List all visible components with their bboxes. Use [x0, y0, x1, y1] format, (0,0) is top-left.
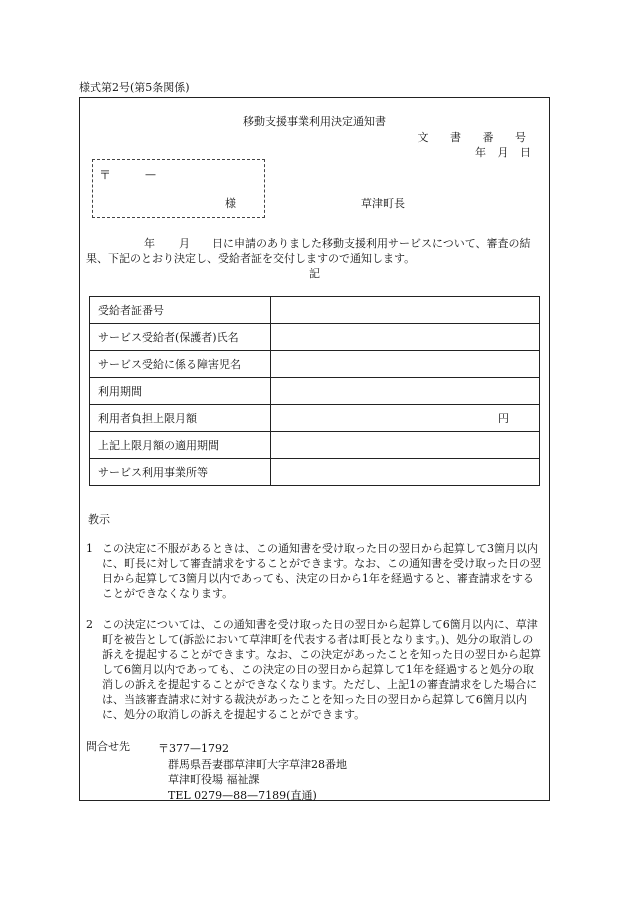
instruction-number: 1 — [86, 542, 93, 555]
decision-table-body — [90, 297, 540, 486]
postal-mark: 〒 — [99, 168, 112, 182]
instruction-text: この決定については、この通知書を受け取った日の翌日から起算して6箇月以内に、草津町を被告として(訴訟において草津町を代表する者は町長となります。)、処分の取消しの訴えを提起することができます。なお、この決定があったことを知った日の翌日から起算して6箇月以内であっても、この決定の日の翌日から起算して1年を経過すると処分の取消しの訴えを提起することができなくなります。ただし、上記1の審査請求をした場合には、当該審査請求に対する裁決があったことを知った日の翌日から起算して6箇月以内に、処分の取消しの訴えを提起することができます。 — [102, 618, 542, 721]
intro-text: 日に申請のありました移動支援利用サービスについて、審査の結果、下記のとおり決定し、受給者証を交付しますので通知します。 — [86, 237, 531, 265]
form-label: 様式第2号(第5条関係) — [79, 81, 190, 94]
postal-dash: — — [145, 168, 156, 181]
ki-heading: 記 — [309, 267, 320, 280]
table-row — [90, 324, 540, 351]
recipient-address-box — [92, 159, 265, 218]
table-row-label: 利用期間 — [90, 378, 271, 405]
table-row — [90, 378, 540, 405]
notice-frame — [79, 97, 550, 801]
document-title: 移動支援事業利用決定通知書 — [243, 115, 386, 128]
instruction-item-1 — [86, 541, 544, 601]
table-row — [90, 351, 540, 378]
intro-paragraph — [86, 236, 544, 266]
table-row-label: 上記上限月額の適用期間 — [90, 432, 271, 459]
table-row-value — [271, 324, 540, 351]
contact-details — [158, 741, 347, 803]
table-row — [90, 459, 540, 486]
table-row-label: 受給者証番号 — [90, 297, 271, 324]
issuer-name: 草津町長 — [361, 197, 405, 210]
table-row-label: サービス利用事業所等 — [90, 459, 271, 486]
instruction-number: 2 — [86, 618, 93, 631]
instruction-item-2 — [86, 617, 544, 722]
instruction-text: この決定に不服があるときは、この通知書を受け取った日の翌日から起算して3箇月以内に、町長に対して審査請求をすることができます。なお、この通知書を受け取った日の翌日から起算して3箇月以内であっても、決定の日から1年を経過すると、審査請求をすることができなくなります。 — [102, 542, 542, 600]
contact-address: 群馬県吾妻郡草津町大字草津28番地 — [168, 757, 347, 771]
table-row — [90, 405, 540, 432]
intro-month: 月 — [179, 237, 190, 250]
table-row-value — [271, 432, 540, 459]
table-row-value — [271, 351, 540, 378]
table-row-label: 利用者負担上限月額 — [90, 405, 271, 432]
table-row-value — [271, 297, 540, 324]
table-row-value — [271, 459, 540, 486]
contact-office: 草津町役場 福祉課 — [168, 773, 260, 786]
table-row-label: サービス受給に係る障害児名 — [90, 351, 271, 378]
recipient-honorific: 様 — [225, 197, 236, 210]
table-row-label: サービス受給者(保護者)氏名 — [90, 324, 271, 351]
table-row-value — [271, 378, 540, 405]
intro-year: 年 — [144, 237, 155, 250]
table-row — [90, 297, 540, 324]
contact-tel: TEL 0279—88—7189(直通) — [168, 788, 317, 802]
table-row — [90, 432, 540, 459]
document-number-label: 文 書 番 号 — [417, 131, 535, 144]
contact-label: 問合せ先 — [86, 740, 130, 753]
table-row-value: 円 — [271, 405, 540, 432]
document-date-label: 年 月 日 — [475, 146, 535, 159]
instructions-heading: 教示 — [88, 513, 110, 526]
decision-table — [89, 296, 540, 486]
contact-postal: 〒377—1792 — [158, 742, 229, 755]
